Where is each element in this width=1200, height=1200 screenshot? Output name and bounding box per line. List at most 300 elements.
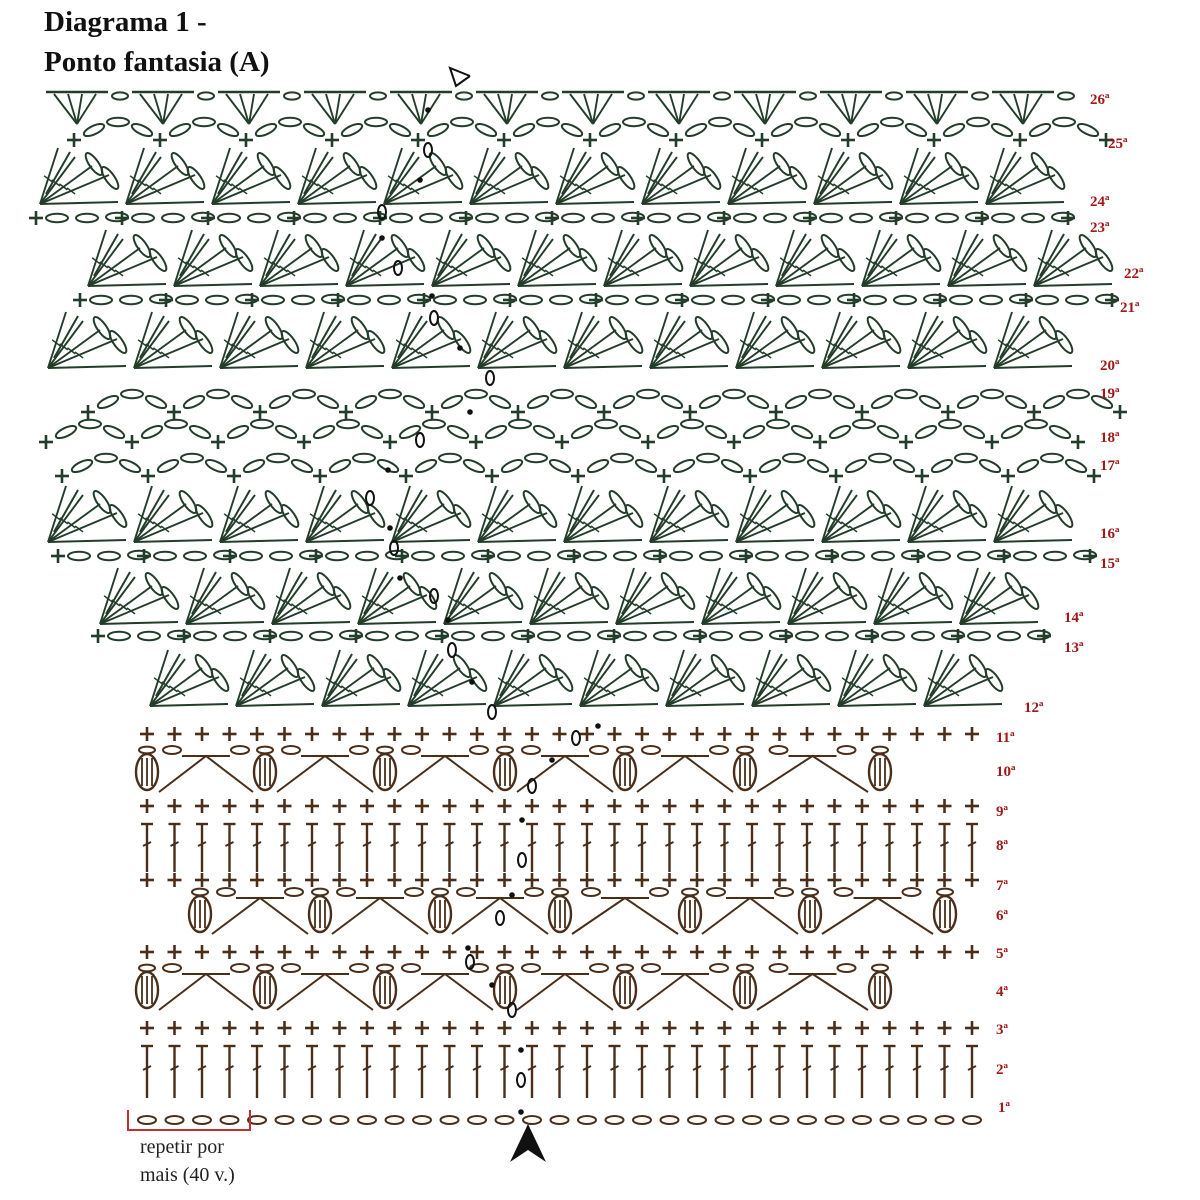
chain-oval — [746, 394, 769, 411]
chain-oval — [340, 122, 363, 139]
chain-oval — [617, 747, 633, 754]
chain-oval — [688, 1116, 706, 1124]
repeat-note-line2: mais (40 v.) — [140, 1164, 235, 1186]
single-crochet-cross — [855, 945, 869, 959]
single-crochet-cross — [800, 1021, 814, 1035]
chain-oval — [710, 964, 728, 972]
fan-base — [908, 366, 986, 368]
fan-shell — [564, 312, 645, 368]
v-stitch — [397, 756, 493, 792]
fan-shell — [776, 230, 857, 286]
chain-oval — [606, 296, 628, 304]
single-crochet-cross — [690, 727, 704, 741]
chain-oval — [120, 296, 142, 304]
chain-oval — [522, 746, 540, 754]
double-crochet-post — [471, 824, 483, 872]
single-crochet-cross — [81, 405, 95, 419]
single-crochet-cross — [415, 799, 429, 813]
fan-base — [346, 284, 424, 286]
fan-base — [994, 540, 1072, 542]
chain-oval — [354, 394, 377, 411]
chain-oval — [532, 424, 555, 441]
chain-oval — [958, 552, 980, 560]
single-crochet-cross — [360, 799, 374, 813]
chain-oval — [826, 1116, 844, 1124]
double-crochet-post — [444, 824, 456, 872]
row-22-fans — [88, 230, 1115, 286]
single-crochet-cross — [511, 405, 525, 419]
chain-oval — [872, 747, 888, 754]
single-crochet-cross — [773, 1021, 787, 1035]
fan-base — [478, 540, 556, 542]
chain-oval — [734, 214, 756, 222]
double-crochet-post — [141, 1046, 153, 1098]
double-crochet-post — [911, 1046, 923, 1098]
chain-oval — [872, 552, 894, 560]
chain-oval — [96, 394, 119, 411]
chain-oval — [806, 458, 829, 475]
chain-oval — [337, 888, 355, 896]
double-crochet-post — [911, 824, 923, 872]
chain-oval — [698, 394, 721, 411]
chain-oval — [331, 1116, 349, 1124]
chain-oval — [1053, 118, 1075, 126]
v-stitch — [212, 898, 308, 934]
chain-oval — [102, 424, 125, 441]
chain-oval — [930, 458, 953, 475]
single-crochet-cross — [910, 727, 924, 741]
chain-oval — [506, 214, 528, 222]
chain-oval — [251, 420, 273, 428]
chain-oval — [348, 296, 370, 304]
single-crochet-cross — [727, 435, 741, 449]
chain-oval — [992, 214, 1014, 222]
fan-shell — [960, 568, 1041, 624]
chain-oval — [497, 965, 513, 972]
chain-oval — [808, 296, 830, 304]
chain-oval — [528, 552, 550, 560]
v-stitch — [702, 898, 798, 934]
double-crochet-post — [526, 824, 538, 872]
double-crochet-post — [196, 824, 208, 872]
slip-dot — [457, 345, 463, 351]
chain-oval — [650, 888, 668, 896]
row-label-8: 8ª — [996, 838, 1008, 854]
fan-rib — [656, 94, 679, 124]
chain-oval — [714, 92, 730, 99]
fan-base — [134, 540, 212, 542]
single-crochet-cross — [718, 1021, 732, 1035]
chain-oval — [156, 458, 179, 475]
row-11-crosses — [140, 727, 979, 741]
bobble-cluster — [734, 965, 756, 1008]
chain-oval — [46, 214, 68, 222]
chain-oval — [936, 214, 958, 222]
double-crochet-post — [361, 1046, 373, 1098]
chain-oval — [165, 420, 187, 428]
chain-oval — [500, 458, 523, 475]
single-crochet-cross — [399, 469, 413, 483]
fan-shell — [126, 148, 207, 204]
chain-oval — [248, 214, 270, 222]
double-crochet-post — [499, 824, 511, 872]
single-crochet-cross — [745, 799, 759, 813]
double-crochet-post — [581, 1046, 593, 1098]
single-crochet-cross — [635, 727, 649, 741]
single-crochet-cross — [140, 873, 154, 887]
fan-base — [470, 202, 548, 204]
chain-oval — [166, 1116, 184, 1124]
single-crochet-cross — [250, 799, 264, 813]
fan-shell — [822, 312, 903, 368]
fan-shell — [518, 230, 599, 286]
chain-oval — [140, 424, 163, 441]
chain-oval — [402, 394, 425, 411]
double-crochet-post — [471, 1046, 483, 1098]
chain-oval — [1022, 214, 1044, 222]
chain-oval — [869, 454, 891, 462]
fan-shell — [994, 312, 1075, 368]
chain-oval — [434, 296, 456, 304]
fan-shell — [398, 94, 440, 124]
single-crochet-cross — [498, 873, 512, 887]
fan-base — [752, 704, 830, 706]
chain-oval — [498, 552, 520, 560]
chain-oval — [802, 889, 818, 896]
chain-oval — [138, 1116, 156, 1124]
double-crochet-post — [609, 824, 621, 872]
row-21-chains — [73, 293, 1119, 307]
single-crochet-cross — [239, 133, 253, 147]
fan-shell — [260, 230, 341, 286]
chain-oval — [370, 92, 386, 99]
chain-oval — [595, 420, 617, 428]
double-crochet-post — [664, 1046, 676, 1098]
chain-oval — [217, 888, 235, 896]
row-label-12: 12ª — [1024, 700, 1044, 716]
chain-oval — [430, 311, 438, 325]
chain-oval — [853, 1116, 871, 1124]
chain-oval — [181, 454, 203, 462]
chain-oval — [452, 632, 474, 640]
chain-oval — [526, 394, 549, 411]
bobble-cluster — [254, 747, 276, 790]
single-crochet-cross — [250, 945, 264, 959]
single-crochet-cross — [333, 727, 347, 741]
fan-shell — [478, 486, 559, 542]
bobble-cluster — [136, 965, 158, 1008]
chain-oval — [562, 214, 584, 222]
chain-oval — [1000, 424, 1023, 441]
fan-base — [134, 366, 212, 368]
chain-oval — [396, 632, 418, 640]
chain-oval — [230, 394, 253, 411]
single-crochet-cross — [910, 945, 924, 959]
chain-oval — [790, 424, 813, 441]
end-arrow-icon — [450, 68, 470, 86]
single-crochet-cross — [443, 945, 457, 959]
chain-oval — [967, 118, 989, 126]
chain-oval — [716, 1116, 734, 1124]
row-label-14: 14ª — [1064, 610, 1084, 626]
single-crochet-cross — [663, 945, 677, 959]
single-crochet-cross — [469, 435, 483, 449]
chain-oval — [796, 632, 818, 640]
fan-base — [736, 366, 814, 368]
chain-oval — [456, 92, 472, 99]
double-crochet-post — [361, 824, 373, 872]
row-label-24: 24ª — [1090, 194, 1110, 210]
chain-oval — [1041, 454, 1063, 462]
single-crochet-cross — [745, 727, 759, 741]
fan-rib — [484, 94, 507, 124]
fan-rib — [570, 94, 593, 124]
single-crochet-cross — [297, 435, 311, 449]
double-crochet-post — [169, 1046, 181, 1098]
single-crochet-cross — [941, 405, 955, 419]
single-crochet-cross — [755, 133, 769, 147]
single-crochet-cross — [195, 727, 209, 741]
single-crochet-cross — [141, 469, 155, 483]
chain-oval — [496, 1116, 514, 1124]
single-crochet-cross — [883, 1021, 897, 1035]
row-label-10: 10ª — [996, 764, 1016, 780]
single-crochet-cross — [223, 873, 237, 887]
fan-shell — [392, 486, 473, 542]
single-crochet-cross — [470, 799, 484, 813]
bobble-cluster — [549, 889, 571, 932]
single-crochet-cross — [525, 945, 539, 959]
chain-oval — [242, 458, 265, 475]
single-crochet-cross — [828, 873, 842, 887]
bobble-cluster — [494, 747, 516, 790]
fan-shell — [444, 568, 525, 624]
chain-oval — [968, 632, 990, 640]
chain-oval — [892, 458, 915, 475]
bobble-cluster — [254, 965, 276, 1008]
row-label-1: 1ª — [998, 1100, 1010, 1116]
single-crochet-cross — [608, 799, 622, 813]
chain-oval — [770, 746, 788, 754]
single-crochet-cross — [580, 727, 594, 741]
single-crochet-cross — [1113, 405, 1127, 419]
fan-shell — [272, 568, 353, 624]
double-crochet-post — [581, 824, 593, 872]
chain-oval — [267, 454, 289, 462]
chain-oval — [378, 296, 400, 304]
chain-oval — [216, 122, 239, 139]
fan-shell — [384, 148, 465, 204]
fan-base — [48, 366, 126, 368]
chain-oval — [838, 746, 856, 754]
chain-oval — [224, 632, 246, 640]
bobble-cluster — [309, 889, 331, 932]
fan-base — [236, 704, 314, 706]
chain-oval — [379, 390, 401, 398]
chain-oval — [618, 424, 641, 441]
double-crochet-post — [746, 824, 758, 872]
chain-oval — [303, 1116, 321, 1124]
fan-base — [874, 622, 952, 624]
chain-oval — [642, 746, 660, 754]
single-crochet-cross — [855, 1021, 869, 1035]
chain-oval — [198, 92, 214, 99]
single-crochet-cross — [167, 405, 181, 419]
chain-oval — [1058, 92, 1074, 99]
chain-oval — [130, 122, 153, 139]
double-crochet-post — [224, 824, 236, 872]
double-crochet-post — [829, 1046, 841, 1098]
chain-oval — [937, 889, 953, 896]
single-crochet-cross — [828, 1021, 842, 1035]
bobble-cluster — [799, 889, 821, 932]
fan-shell — [556, 148, 637, 204]
chain-oval — [692, 296, 714, 304]
rows-2-3-posts — [140, 1021, 979, 1098]
single-crochet-cross — [883, 945, 897, 959]
double-crochet-post — [279, 824, 291, 872]
single-crochet-cross — [965, 873, 979, 887]
single-crochet-cross — [883, 799, 897, 813]
single-crochet-cross — [855, 727, 869, 741]
chain-oval — [903, 888, 921, 896]
single-crochet-cross — [411, 133, 425, 147]
fan-shell — [40, 148, 121, 204]
chain-oval — [254, 122, 277, 139]
chain-oval — [1066, 296, 1088, 304]
single-crochet-cross — [498, 799, 512, 813]
chain-oval — [139, 965, 155, 972]
fan-base — [408, 704, 486, 706]
chain-oval — [486, 371, 494, 385]
double-crochet-post — [636, 824, 648, 872]
chain-oval — [1004, 394, 1027, 411]
double-crochet-post — [719, 824, 731, 872]
slip-dot — [429, 293, 435, 299]
fan-shell — [312, 94, 354, 124]
bobble-cluster — [136, 747, 158, 790]
fan-shell — [140, 94, 182, 124]
chain-oval — [398, 424, 421, 441]
fan-shell — [530, 568, 611, 624]
chain-oval — [488, 705, 496, 719]
single-crochet-cross — [305, 945, 319, 959]
chain-oval — [612, 394, 635, 411]
single-crochet-cross — [855, 799, 869, 813]
fan-shell — [212, 148, 293, 204]
single-crochet-cross — [635, 799, 649, 813]
single-crochet-cross — [333, 873, 347, 887]
chain-oval — [108, 632, 130, 640]
fan-base — [272, 622, 350, 624]
chain-oval — [963, 1116, 981, 1124]
bracket-line — [128, 1110, 250, 1130]
single-crochet-cross — [608, 727, 622, 741]
row-label-4: 4ª — [996, 984, 1008, 1000]
chain-oval — [720, 458, 743, 475]
single-crochet-cross — [663, 727, 677, 741]
chain-oval — [578, 1116, 596, 1124]
fan-shell — [914, 94, 956, 124]
bobble-cluster — [869, 747, 891, 790]
single-crochet-cross — [1087, 469, 1101, 483]
single-crochet-cross — [250, 727, 264, 741]
row-label-25: 25ª — [1108, 136, 1128, 152]
single-crochet-cross — [443, 727, 457, 741]
fan-shell — [408, 650, 489, 706]
chain-oval — [634, 458, 657, 475]
single-crochet-cross — [278, 1021, 292, 1035]
v-stitch — [159, 756, 253, 792]
single-crochet-cross — [690, 873, 704, 887]
single-crochet-cross — [525, 727, 539, 741]
chain-oval — [570, 424, 593, 441]
chain-oval — [832, 394, 855, 411]
chain-oval — [661, 1116, 679, 1124]
chain-oval — [770, 122, 793, 139]
chain-oval — [1044, 552, 1066, 560]
single-crochet-cross — [140, 1021, 154, 1035]
fan-shell — [236, 650, 317, 706]
chain-oval — [795, 118, 817, 126]
chain-oval — [184, 552, 206, 560]
chain-oval — [192, 889, 208, 896]
fan-base — [822, 540, 900, 542]
single-crochet-cross — [927, 133, 941, 147]
chain-oval — [285, 888, 303, 896]
chain-oval — [904, 122, 927, 139]
v-stitch — [517, 974, 613, 1010]
chain-oval — [660, 394, 683, 411]
single-crochet-cross — [415, 727, 429, 741]
fan-shell — [728, 148, 809, 204]
single-crochet-cross — [168, 873, 182, 887]
chain-oval — [413, 1116, 431, 1124]
chain-oval — [522, 964, 540, 972]
chain-oval — [981, 390, 1003, 398]
chain-oval — [138, 632, 160, 640]
fan-base — [478, 366, 556, 368]
chain-oval — [550, 296, 572, 304]
single-crochet-cross — [718, 799, 732, 813]
fan-shell — [220, 486, 301, 542]
chain-oval — [95, 454, 117, 462]
fan-shell — [822, 486, 903, 542]
row-18-arches — [39, 420, 1085, 449]
chain-oval — [697, 454, 719, 462]
single-crochet-cross — [278, 727, 292, 741]
fan-base — [126, 202, 204, 204]
single-crochet-cross — [829, 469, 843, 483]
fan-shell — [788, 568, 869, 624]
chain-oval — [405, 888, 423, 896]
single-crochet-cross — [278, 873, 292, 887]
fan-base — [986, 202, 1064, 204]
slip-dot — [518, 1047, 524, 1053]
fan-shell — [392, 312, 473, 368]
double-crochet-post — [691, 824, 703, 872]
chain-oval — [582, 888, 600, 896]
fan-base — [392, 540, 470, 542]
single-crochet-cross — [718, 727, 732, 741]
fan-shell — [186, 568, 267, 624]
chain-oval — [912, 632, 934, 640]
chain-oval — [377, 747, 393, 754]
single-crochet-cross — [580, 945, 594, 959]
fan-rib — [828, 94, 851, 124]
chain-oval — [646, 122, 669, 139]
chain-oval — [551, 390, 573, 398]
